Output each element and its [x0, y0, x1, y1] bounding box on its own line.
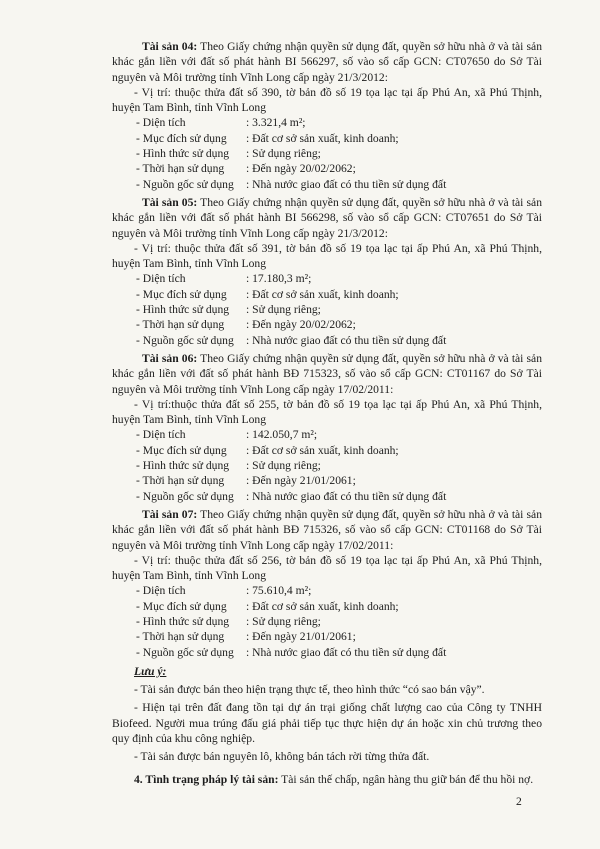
- notes-heading: [112, 664, 542, 679]
- asset-location: - Vị trí: thuộc thửa đất số 256, tờ bản đồ số 19 tọa lạc tại ấp Phú An, xã Phú Thịnh, huyện Tam Bình, tỉnh Vĩnh Long: [112, 553, 542, 583]
- row-key: - Diện tích: [136, 116, 186, 130]
- asset-row: [112, 115, 542, 130]
- asset-location: - Vị trí: thuộc thửa đất số 391, tờ bản đồ số 19 tọa lạc tại ấp Phú An, xã Phú Thịnh, huyện Tam Bình, tỉnh Vĩnh Long: [112, 241, 542, 271]
- row-value: : Sử dụng riêng;: [246, 614, 321, 628]
- asset-intro: [112, 39, 542, 85]
- legal-status-section: [112, 772, 542, 787]
- row-key: - Mục đích sử dụng: [136, 443, 227, 457]
- asset-row: [112, 427, 542, 442]
- asset-intro-text: Theo Giấy chứng nhận quyền sử dụng đất, quyền sở hữu nhà ở và tài sản khác gắn liền với đất số phát hành BĐ 715326, số vào sổ cấp GCN: CT01168 do Sở Tài nguyên và Môi trường tỉnh Vĩnh Long cấp ngày 17/02/2011:: [112, 507, 542, 552]
- asset-row: [112, 614, 542, 629]
- asset-block-07: [112, 507, 542, 660]
- row-key: - Thời hạn sử dụng: [136, 162, 225, 176]
- asset-row: [112, 161, 542, 176]
- legal-status-text: Tài sản thế chấp, ngân hàng thu giữ bán để thu hồi nợ.: [278, 772, 534, 786]
- row-value: : Nhà nước giao đất có thu tiền sử dụng đất: [246, 489, 447, 503]
- asset-row: [112, 333, 542, 348]
- asset-row: [112, 317, 542, 332]
- row-value: : Đến ngày 21/01/2061;: [246, 474, 356, 488]
- notes-heading-text: Lưu ý:: [134, 664, 167, 678]
- asset-row: [112, 489, 542, 504]
- asset-row: [112, 146, 542, 161]
- note-item: - Hiện tại trên đất đang tồn tại dự án trại giống chất lượng cao của Công ty TNHH Biofeed. Người mua trúng đấu giá phải tiếp tục thực hiện dự án hoặc xin chủ trương theo quy định của khu công nghiệp.: [112, 701, 542, 746]
- row-key: - Mục đích sử dụng: [136, 287, 227, 301]
- note-item: - Tài sản được bán theo hiện trạng thực tế, theo hình thức “có sao bán vậy”.: [134, 683, 485, 697]
- row-key: - Nguồn gốc sử dụng: [136, 645, 234, 659]
- row-value: : Đến ngày 20/02/2062;: [246, 318, 356, 332]
- row-value: : Đất cơ sở sản xuất, kinh doanh;: [246, 443, 399, 457]
- row-key: - Diện tích: [136, 584, 186, 598]
- row-key: - Thời hạn sử dụng: [136, 474, 225, 488]
- asset-row: [112, 287, 542, 302]
- row-key: - Thời hạn sử dụng: [136, 630, 225, 644]
- row-key: - Nguồn gốc sử dụng: [136, 489, 234, 503]
- asset-intro-text: Theo Giấy chứng nhận quyền sử dụng đất, quyền sở hữu nhà ở và tài sản khác gắn liền với đất số phát hành BI 566298, số vào sổ cấp GCN: CT07651 do Sở Tài nguyên và Môi trường tỉnh Vĩnh Long cấp ngày 21/3/2012:: [112, 195, 542, 240]
- page-number: 2: [516, 795, 522, 808]
- row-value: : Sử dụng riêng;: [246, 147, 321, 161]
- asset-row: [112, 177, 542, 192]
- row-key: - Diện tích: [136, 428, 186, 442]
- row-value: : Đất cơ sở sản xuất, kinh doanh;: [246, 599, 399, 613]
- row-value: : 75.610,4 m²;: [246, 584, 312, 598]
- asset-row: [112, 629, 542, 644]
- asset-block-04: [112, 39, 542, 192]
- row-value: : 3.321,4 m²;: [246, 116, 306, 130]
- asset-row: [112, 443, 542, 458]
- row-key: - Hình thức sử dụng: [136, 614, 230, 628]
- asset-intro: [112, 507, 542, 553]
- row-value: : Sử dụng riêng;: [246, 303, 321, 317]
- asset-label: Tài sản 05:: [142, 195, 198, 209]
- row-value: : Đất cơ sở sản xuất, kinh doanh;: [246, 287, 399, 301]
- row-value: : Đến ngày 21/01/2061;: [246, 630, 356, 644]
- asset-row: [112, 599, 542, 614]
- legal-status-label: 4. Tình trạng pháp lý tài sản:: [134, 772, 279, 786]
- asset-label: Tài sản 06:: [142, 351, 198, 365]
- row-value: : Nhà nước giao đất có thu tiền sử dụng đất: [246, 333, 447, 347]
- asset-row: [112, 131, 542, 146]
- asset-block-05: [112, 195, 542, 348]
- asset-row: [112, 473, 542, 488]
- row-key: - Hình thức sử dụng: [136, 147, 230, 161]
- row-key: - Mục đích sử dụng: [136, 599, 227, 613]
- row-value: : 142.050,7 m²;: [246, 428, 318, 442]
- asset-label: Tài sản 04:: [142, 40, 198, 53]
- row-value: : Đất cơ sở sản xuất, kinh doanh;: [246, 131, 399, 145]
- asset-label: Tài sản 07:: [142, 507, 198, 521]
- asset-intro-text: Theo Giấy chứng nhận quyền sử dụng đất, quyền sở hữu nhà ở và tài sản khác gắn liền với đất số phát hành BĐ 715323, số vào sổ cấp GCN: CT01167 do Sở Tài nguyên và Môi trường tỉnh Vĩnh Long cấp ngày 17/02/2011:: [112, 351, 542, 396]
- row-key: - Thời hạn sử dụng: [136, 318, 225, 332]
- row-key: - Mục đích sử dụng: [136, 131, 227, 145]
- document-body: [112, 36, 542, 787]
- asset-intro-text: Theo Giấy chứng nhận quyền sử dụng đất, quyền sở hữu nhà ở và tài sản khác gắn liền với đất số phát hành BI 566297, số vào sổ cấp GCN: CT07650 do Sở Tài nguyên và Môi trường tỉnh Vĩnh Long cấp ngày 21/3/2012:: [112, 40, 542, 84]
- row-value: : 17.180,3 m²;: [246, 272, 312, 286]
- asset-location: - Vị trí: thuộc thửa đất số 390, tờ bản đồ số 19 tọa lạc tại ấp Phú An, xã Phú Thịnh, huyện Tam Bình, tỉnh Vĩnh Long: [112, 85, 542, 115]
- asset-intro: [112, 351, 542, 397]
- asset-row: [112, 458, 542, 473]
- asset-row: [112, 271, 542, 286]
- row-key: - Hình thức sử dụng: [136, 303, 230, 317]
- row-key: - Nguồn gốc sử dụng: [136, 333, 234, 347]
- asset-row: [112, 645, 542, 660]
- row-key: - Hình thức sử dụng: [136, 459, 230, 473]
- row-value: : Nhà nước giao đất có thu tiền sử dụng đất: [246, 645, 447, 659]
- asset-row: [112, 302, 542, 317]
- asset-block-06: [112, 351, 542, 504]
- row-value: : Sử dụng riêng;: [246, 459, 321, 473]
- asset-intro: [112, 195, 542, 241]
- row-value: : Nhà nước giao đất có thu tiền sử dụng đất: [246, 177, 447, 191]
- row-key: - Nguồn gốc sử dụng: [136, 177, 234, 191]
- asset-row: [112, 583, 542, 598]
- row-key: - Diện tích: [136, 272, 186, 286]
- row-value: : Đến ngày 20/02/2062;: [246, 162, 356, 176]
- note-item: - Tài sản được bán nguyên lô, không bán tách rời từng thửa đất.: [134, 750, 430, 764]
- asset-location: - Vị trí:thuộc thửa đất số 255, tờ bản đồ số 19 tọa lạc tại ấp Phú An, xã Phú Thịnh, huyện Tam Bình, tỉnh Vĩnh Long: [112, 397, 542, 427]
